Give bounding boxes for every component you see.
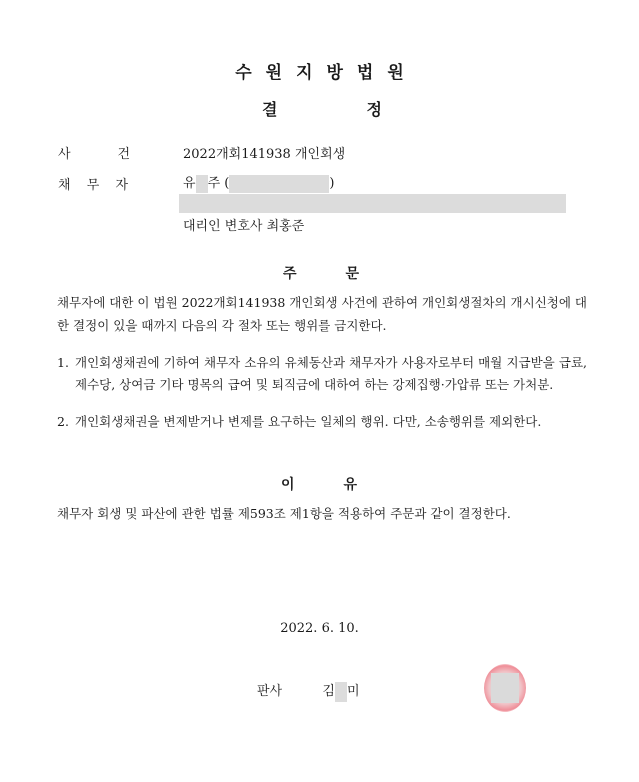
reason-heading-char: 이 — [281, 477, 295, 493]
debtor-label-char: 자 — [115, 178, 128, 193]
document-title — [262, 97, 382, 120]
case-number: 2022개회141938 개인회생 — [183, 147, 346, 162]
debtor-id-open-paren: ( — [224, 176, 230, 191]
debtor-label-char: 무 — [86, 178, 100, 193]
debtor-name-last: 주 — [207, 176, 221, 191]
judge-name-first: 김 — [322, 684, 335, 699]
debtor-name — [183, 172, 334, 193]
document-title-char-2: 정 — [366, 100, 382, 119]
debtor-label — [58, 174, 128, 193]
case-label-char: 건 — [117, 147, 130, 162]
order-item-1 — [57, 352, 587, 396]
order-heading — [283, 263, 359, 283]
order-heading-char: 주 — [283, 266, 297, 282]
judge-name-last: 미 — [346, 684, 360, 699]
order-item-2 — [57, 411, 587, 433]
debtor-name-first: 유 — [183, 176, 196, 191]
reason-text: 채무자 회생 및 파산에 관한 법률 제593조 제1항을 적용하여 주문과 같이 결정한다. — [57, 506, 511, 521]
debtor-label-char: 채 — [58, 178, 71, 193]
judge-signature-line — [257, 680, 360, 702]
redaction-block — [335, 682, 347, 702]
document-title-char-1: 결 — [262, 100, 278, 119]
order-item-text: 개인회생채권을 변제받거나 변제를 요구하는 일체의 행위. 다만, 소송행위를 제외한다. — [75, 414, 542, 429]
redaction-block — [196, 175, 208, 193]
reason-heading-char: 유 — [343, 477, 357, 493]
order-item-text: 개인회생채권에 기하여 채무자 소유의 유체동산과 채무자가 사용자로부터 매월 지급받을 급료, 제수당, 상여금 기타 명목의 급여 및 퇴직금에 대하여 하는 강제집행·가압류 또는 가처분. — [75, 355, 587, 392]
court-seal-icon — [484, 664, 526, 712]
decision-date: 2022. 6. 10. — [280, 621, 359, 636]
court-name: 수원지방법원 — [235, 63, 418, 83]
order-item-number: 1. — [57, 355, 69, 370]
reason-heading — [281, 474, 357, 494]
order-intro: 채무자에 대한 이 법원 2022개회141938 개인회생 사건에 관하여 개인회생절차의 개시신청에 대한 결정이 있을 때까지 다음의 각 절차 또는 행위를 금지한다. — [57, 295, 587, 333]
redaction-block — [229, 175, 329, 193]
order-item-number: 2. — [57, 414, 69, 429]
order-heading-char: 문 — [345, 266, 359, 282]
case-label-char: 사 — [58, 147, 71, 162]
case-label — [58, 143, 130, 162]
judge-title: 판사 — [257, 684, 283, 699]
debtor-id-close-paren: ) — [329, 176, 335, 191]
legal-agent: 대리인 변호사 최홍준 — [183, 219, 305, 234]
address-redaction — [179, 194, 566, 213]
